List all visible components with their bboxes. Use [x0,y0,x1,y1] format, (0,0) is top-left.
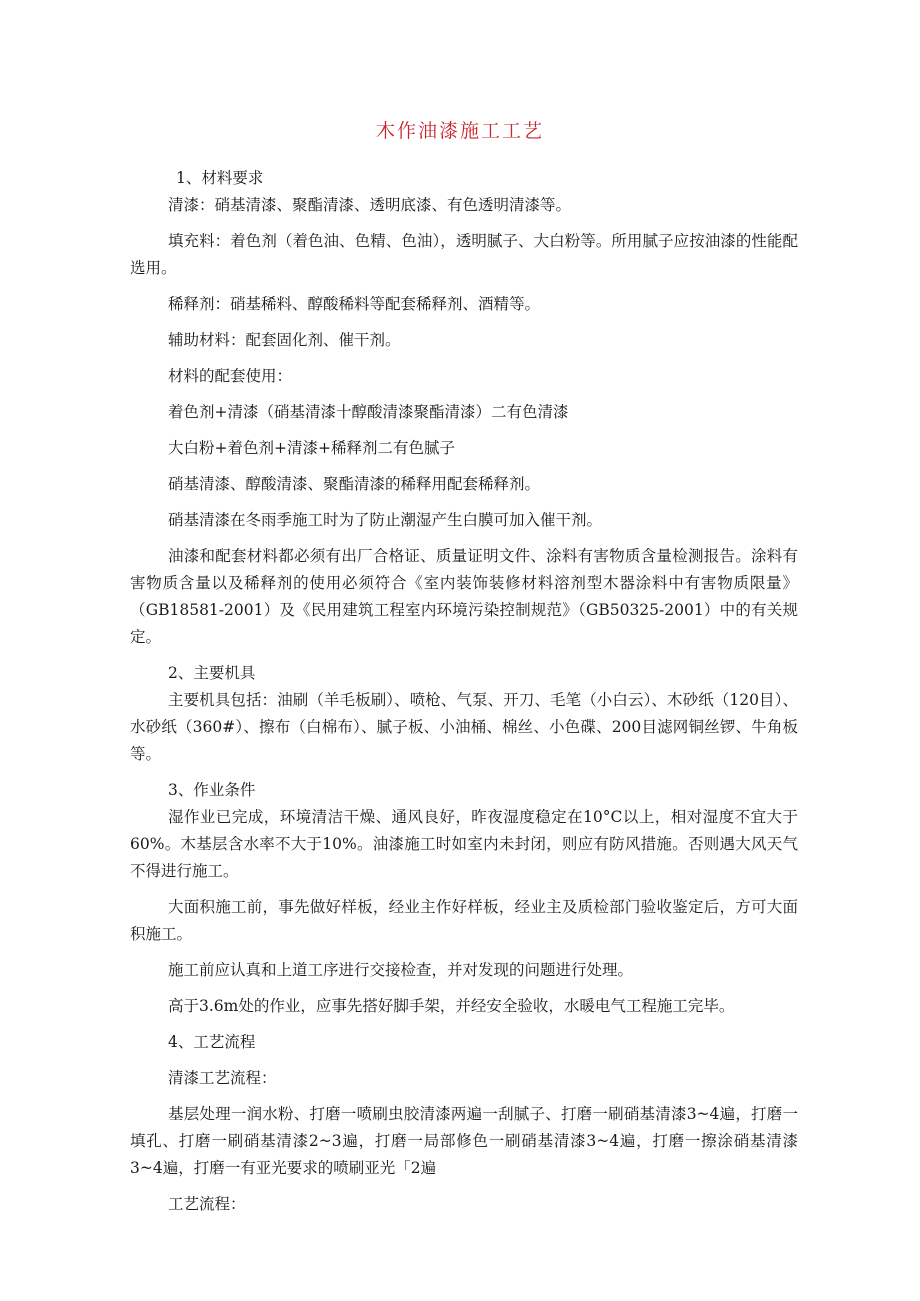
paragraph: 主要机具包括：油刷（羊毛板刷）、喷枪、气泵、开刀、毛笔（小白云）、木砂纸（120目）、水砂纸（360#）、擦布（白棉布）、腻子板、小油桶、棉丝、小色碟、200目滤网铜丝锣、牛角板等。 [130,691,798,763]
document-body [130,165,798,1227]
paragraph: 稀释剂：硝基稀料、醇酸稀料等配套稀释剂、酒精等。 [168,295,541,313]
paragraph: 工艺流程： [168,1195,246,1213]
paragraph: 硝基清漆在冬雨季施工时为了防止潮湿产生白膜可加入催干剂。 [168,511,603,529]
document-title: 木作油漆施工工艺 [375,120,544,142]
paragraph: 3、作业条件 [168,781,256,799]
paragraph: 湿作业已完成，环境清洁干燥、通风良好，昨夜湿度稳定在10°C以上，相对湿度不宜大于60%。木基层含水率不大于10%。油漆施工时如室内未封闭，则应有防风措施。否则遇大风天气不得进行施工。 [130,808,798,880]
paragraph: 清漆工艺流程： [168,1069,277,1087]
paragraph: 1、材料要求 [176,169,264,187]
paragraph: 大面积施工前，事先做好样板，经业主作好样板，经业主及质检部门验收鉴定后，方可大面积施工。 [130,898,798,943]
paragraph: 施工前应认真和上道工序进行交接检查，并对发现的问题进行处理。 [168,961,634,979]
paragraph: 材料的配套使用： [168,367,293,385]
paragraph: 大白粉+着色剂+清漆+稀释剂二有色腻子 [168,439,455,457]
paragraph: 填充料：着色剂（着色油、色精、色油），透明腻子、大白粉等。所用腻子应按油漆的性能配选用。 [130,232,798,277]
paragraph: 油漆和配套材料都必须有出厂合格证、质量证明文件、涂料有害物质含量检测报告。涂料有害物质含量以及稀释剂的使用必须符合《室内装饰装修材料溶剂型木器涂料中有害物质限量》（GB18581-2001）及《民用建筑工程室内环境污染控制规范》（GB50325-2001）中的有关规定。 [130,547,798,646]
paragraph: 辅助材料：配套固化剂、催干剂。 [168,331,401,349]
paragraph: 硝基清漆、醇酸清漆、聚酯清漆的稀释用配套稀释剂。 [168,475,541,493]
paragraph: 高于3.6m处的作业，应事先搭好脚手架，并经安全验收，水暖电气工程施工完毕。 [168,997,735,1015]
paragraph: 基层处理一润水粉、打磨一喷刷虫胶清漆两遍一刮腻子、打磨一刷硝基清漆3~4遍，打磨一填孔、打磨一刷硝基清漆2~3遍，打磨一局部修色一刷硝基清漆3~4遍，打磨一擦涂硝基清漆3~4遍，打磨一有亚光要求的喷刷亚光「2遍 [130,1105,798,1177]
paragraph: 2、主要机具 [168,664,256,682]
paragraph: 4、工艺流程 [168,1033,256,1051]
paragraph: 着色剂+清漆（硝基清漆十醇酸清漆聚酯清漆）二有色清漆 [168,403,569,421]
paragraph: 清漆：硝基清漆、聚酯清漆、透明底漆、有色透明清漆等。 [168,196,572,214]
